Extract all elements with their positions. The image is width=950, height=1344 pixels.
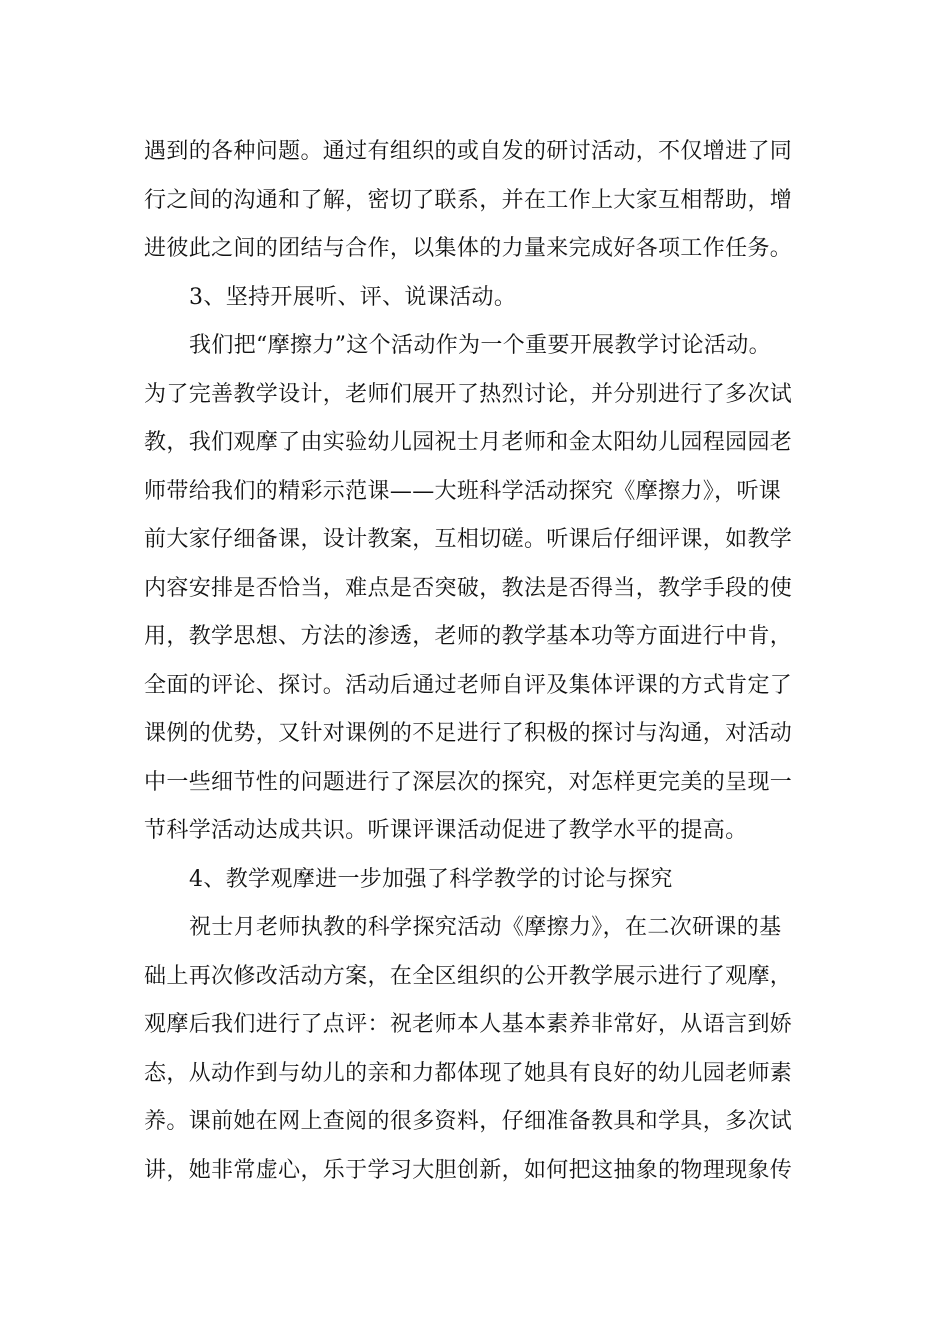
text-line: 师带给我们的精彩示范课——大班科学活动探究《摩擦力》，听课 xyxy=(144,478,782,504)
text-line: 节科学活动达成共识。听课评课活动促进了教学水平的提高。 xyxy=(144,818,748,843)
text-line: 行之间的沟通和了解，密切了联系，并在工作上大家互相帮助，增 xyxy=(144,187,793,213)
text-line: 为了完善教学设计，老师们展开了热烈讨论，并分别进行了多次试 xyxy=(144,381,793,407)
text-line: 前大家仔细备课，设计教案，互相切磋。听课后仔细评课，如教学 xyxy=(144,527,793,552)
paragraph-start: 祝士月老师执教的科学探究活动《摩擦力》，在二次研课的基 xyxy=(189,915,782,940)
text-line: 养。课前她在网上查阅的很多资料，仔细准备教具和学具，多次试 xyxy=(144,1109,793,1134)
text-line: 全面的评论、探讨。活动后通过老师自评及集体评课的方式肯定了 xyxy=(144,672,793,698)
text-line: 遇到的各种问题。通过有组织的或自发的研讨活动，不仅增进了同 xyxy=(144,139,793,164)
text-line: 态，从动作到与幼儿的亲和力都体现了她具有良好的幼儿园老师素 xyxy=(144,1060,793,1086)
text-line: 教，我们观摩了由实验幼儿园祝士月老师和金太阳幼儿园程园园老 xyxy=(144,430,793,455)
text-line: 础上再次修改活动方案，在全区组织的公开教学展示进行了观摩， xyxy=(144,963,793,989)
text-line: 用，教学思想、方法的渗透，老师的教学基本功等方面进行中肯， xyxy=(144,624,793,649)
document-body xyxy=(144,128,810,1195)
text-line: 观摩后我们进行了点评：祝老师本人基本素养非常好，从语言到娇 xyxy=(144,1012,793,1037)
text-line: 中一些细节性的问题进行了深层次的探究，对怎样更完美的呈现一 xyxy=(144,769,793,795)
text-line: 讲，她非常虚心，乐于学习大胆创新，如何把这抽象的物理现象传 xyxy=(144,1157,793,1183)
section-heading-4: 4、教学观摩进一步加强了科学教学的讨论与探究 xyxy=(189,866,673,892)
text-line: 内容安排是否恰当，难点是否突破，教法是否得当，教学手段的使 xyxy=(144,575,793,601)
text-line: 课例的优势，又针对课例的不足进行了积极的探讨与沟通，对活动 xyxy=(144,721,793,746)
text-line: 进彼此之间的团结与合作，以集体的力量来完成好各项工作任务。 xyxy=(144,236,793,261)
section-heading-3: 3、坚持开展听、评、说课活动。 xyxy=(189,284,517,310)
paragraph-start: 我们把“摩擦力”这个活动作为一个重要开展教学讨论活动。 xyxy=(189,333,771,358)
